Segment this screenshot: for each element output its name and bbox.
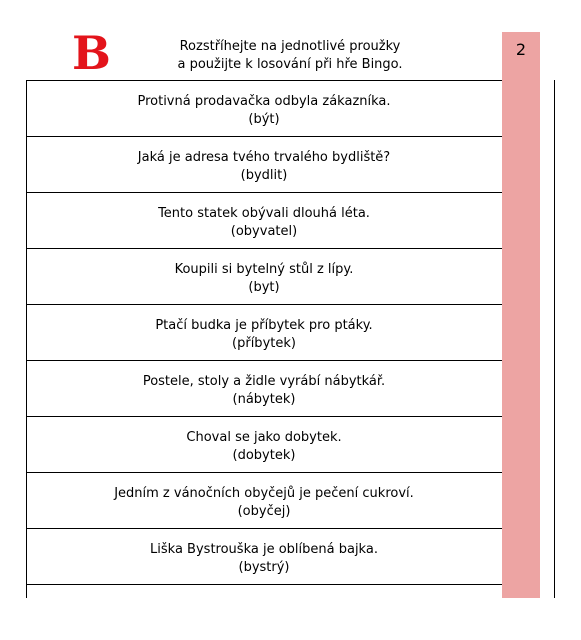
strip-word: (dobytek)	[232, 448, 296, 463]
page-number: 2	[515, 40, 527, 59]
strip-word: (bystrý)	[238, 560, 290, 575]
bingo-logo: B	[72, 26, 111, 80]
strip-word: (nábytek)	[232, 392, 296, 407]
strip-text	[26, 429, 502, 465]
strip-text	[26, 261, 502, 297]
strip	[26, 248, 502, 304]
strip-word: (byt)	[248, 280, 280, 295]
strip-partial	[26, 584, 502, 640]
strip	[26, 416, 502, 472]
instructions	[140, 38, 440, 74]
strip-sentence: Postele, stoly a židle vyrábí nábytkář.	[142, 374, 386, 389]
strip-text	[26, 205, 502, 241]
strip	[26, 304, 502, 360]
strip	[26, 80, 502, 136]
strip-word: (obyvatel)	[230, 224, 298, 239]
strip-text	[26, 373, 502, 409]
strip-text	[26, 93, 502, 129]
strip-text	[26, 485, 502, 521]
side-bar	[502, 32, 540, 598]
strip-word: (být)	[248, 112, 280, 127]
strip-sentence: Protivná prodavačka odbyla zákazníka.	[137, 94, 391, 109]
instruction-line-2: a použijte k losování při hře Bingo.	[177, 57, 403, 72]
strip-sentence: Jedním z vánočních obyčejů je pečení cukroví.	[114, 486, 414, 501]
strip	[26, 360, 502, 416]
strip-word: (příbytek)	[232, 336, 296, 351]
strip-sentence: Choval se jako dobytek.	[186, 430, 342, 445]
strip	[26, 136, 502, 192]
strip	[26, 472, 502, 528]
strip-word: (obyčej)	[237, 504, 291, 519]
strip-sentence: Jaká je adresa tvého trvalého bydliště?	[137, 150, 391, 165]
strip-text	[26, 541, 502, 577]
strip-list	[26, 80, 502, 640]
strip	[26, 528, 502, 584]
strip-text	[26, 317, 502, 353]
instruction-line-1: Rozstříhejte na jednotlivé proužky	[179, 39, 401, 54]
strip-sentence: Koupili si bytelný stůl z lípy.	[174, 262, 354, 277]
strip-sentence: Tento statek obývali dlouhá léta.	[158, 206, 370, 221]
strip-text	[26, 149, 502, 185]
strip-sentence: Ptačí budka je příbytek pro ptáky.	[155, 318, 373, 333]
strip	[26, 192, 502, 248]
strip-word: (bydlit)	[240, 168, 288, 183]
strip-sentence: Liška Bystrouška je oblíbená bajka.	[150, 542, 378, 557]
right-border	[554, 80, 555, 598]
